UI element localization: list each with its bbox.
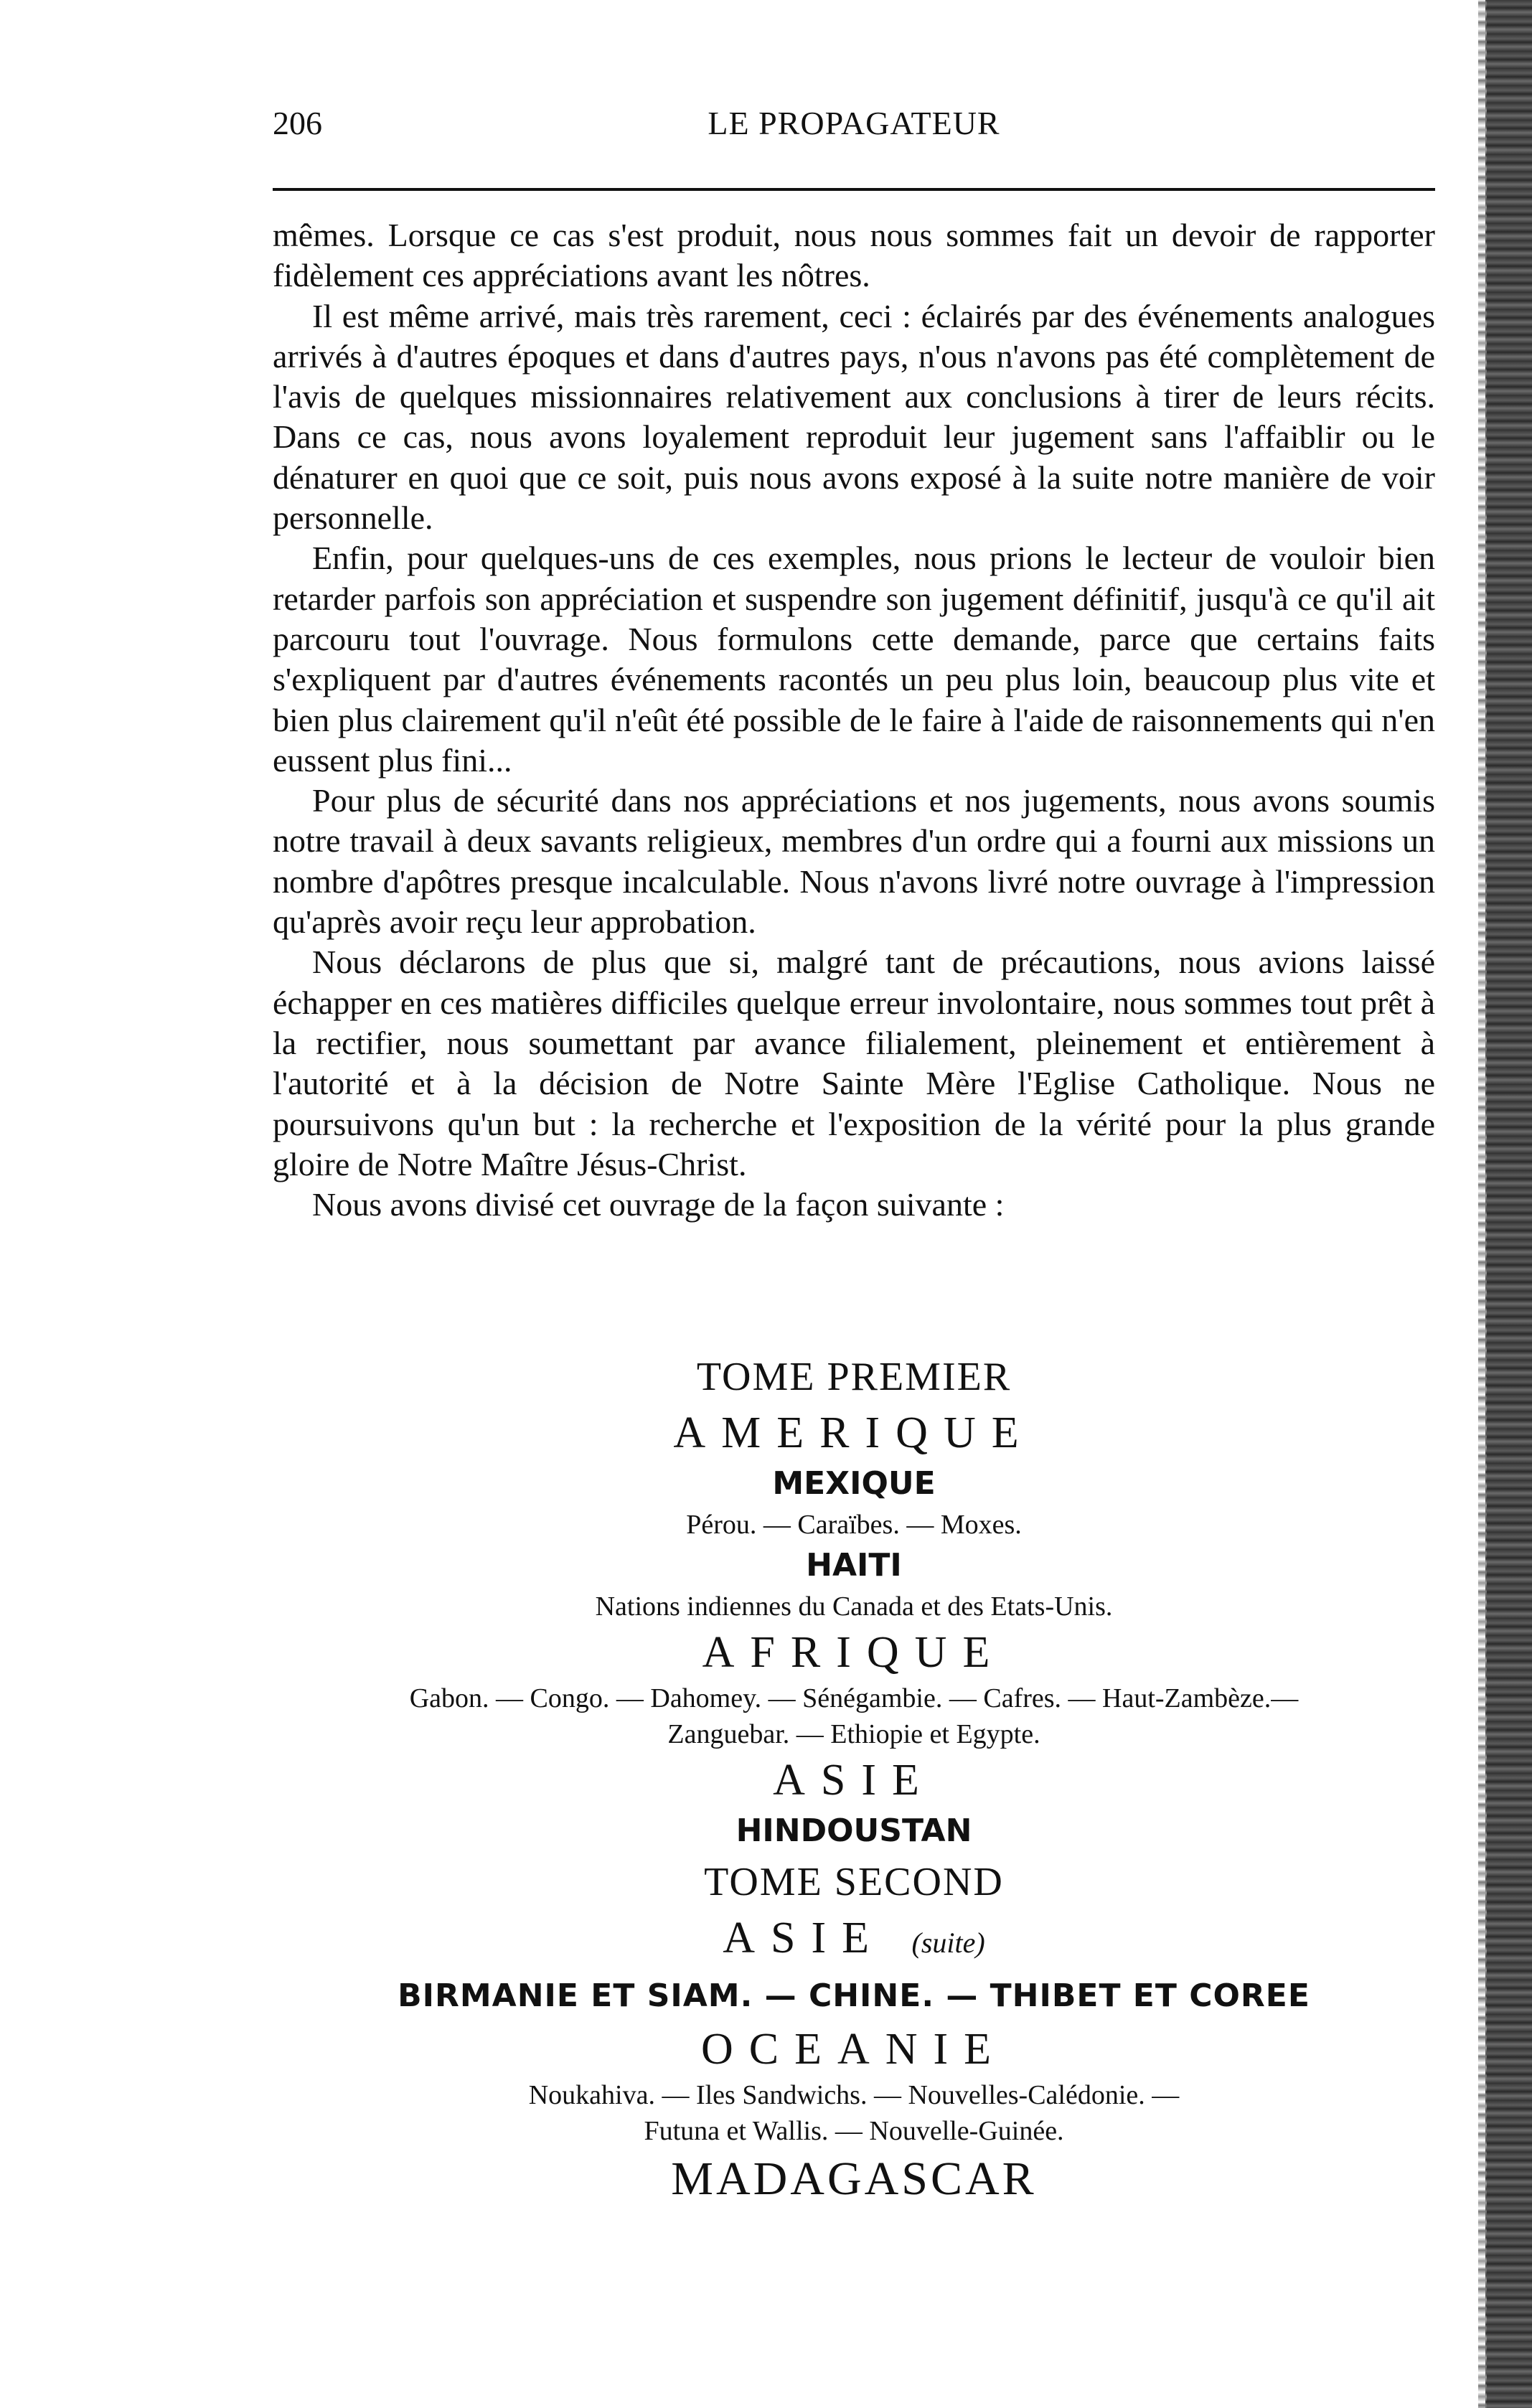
paragraph: mêmes. Lorsque ce cas s'est produit, nous nous sommes fait un devoir de rapporter fidèlement ces appréciations avant les nôtres. bbox=[273, 217, 1435, 294]
body-text bbox=[273, 215, 1435, 1225]
section-subtitle: Pérou. — Caraïbes. — Moxes. bbox=[686, 1510, 1022, 1540]
section-heading: MEXIQUE bbox=[772, 1465, 936, 1502]
suite-note: (suite) bbox=[911, 1927, 985, 1959]
section-heading: HAITI bbox=[806, 1547, 902, 1584]
page-number: 206 bbox=[273, 105, 322, 141]
paragraph: Nous avons divisé cet ouvrage de la façon suivante : bbox=[312, 1186, 1005, 1223]
paragraph: Nous déclarons de plus que si, malgré tant de précautions, nous avions laissé échapper en ces matières difficiles quelque erreur involontaire, nous sommes tout prêt à la rectifier, nous soumettant par avance filialement, pleinement et entièrement à l'autorité et à la décision de Notre Sainte Mère l'Eglise Catholique. Nous ne poursuivons qu'un but : la recherche et l'exposition de la vérité pour la plus grande gloire de Notre Maître Jésus-Christ. bbox=[273, 944, 1435, 1182]
paragraph: Il est même arrivé, mais très rarement, ceci : éclairés par des événements analogues arrivés à d'autres époques et dans d'autres pays, n'ous n'avons pas été complètement de l'avis de quelques missionnaires relativement aux conclusions à tirer de leurs récits. Dans ce cas, nous avons loyalement reproduit leur jugement sans l'affaiblir ou le dénaturer en quoi que ce soit, puis nous avons exposé à la suite notre manière de voir personnelle. bbox=[273, 297, 1435, 537]
continent-heading bbox=[258, 1910, 1449, 1971]
continent-heading: OCEANIE bbox=[700, 2025, 1007, 2074]
section-heading: HINDOUSTAN bbox=[736, 1812, 972, 1849]
table-of-contents bbox=[258, 1349, 1449, 2209]
section-subtitle: Nations indiennes du Canada et des Etats-Unis. bbox=[595, 1591, 1113, 1622]
section-subtitle: Zanguebar. — Ethiopie et Egypte. bbox=[667, 1719, 1040, 1749]
continent-heading: AMERIQUE bbox=[673, 1408, 1035, 1457]
section-heading: BIRMANIE ET SIAM. — CHINE. — THIBET ET COREE bbox=[398, 1977, 1310, 2014]
header-rule bbox=[273, 188, 1435, 191]
continent-heading: ASIE bbox=[773, 1756, 935, 1805]
continent-name: ASIE bbox=[723, 1914, 885, 1962]
page-header bbox=[273, 104, 1435, 154]
tome-heading: TOME SECOND bbox=[704, 1860, 1004, 1904]
section-subtitle: Futuna et Wallis. — Nouvelle-Guinée. bbox=[644, 2116, 1064, 2146]
continent-heading: AFRIQUE bbox=[702, 1628, 1006, 1677]
paragraph: Enfin, pour quelques-uns de ces exemples, nous prions le lecteur de vouloir bien retarder parfois son appréciation et suspendre son jugement définitif, jusqu'à ce qu'il ait parcouru tout l'ouvrage. Nous formulons cette demande, parce que certains faits s'expliquent par d'autres événements racontés un peu plus loin, beaucoup plus vite et bien plus clairement qu'il n'eût été possible de le faire à l'aide de raisonnements qui n'en eussent plus fini... bbox=[273, 540, 1435, 779]
paragraph: Pour plus de sécurité dans nos appréciations et nos jugements, nous avons soumis notre travail à deux savants religieux, membres d'un ordre qui a fourni aux missions un nombre d'apôtres presque incalculable. Nous n'avons livré notre ouvrage à l'impression qu'après avoir reçu leur approbation. bbox=[273, 782, 1435, 941]
tome-heading: TOME PREMIER bbox=[696, 1355, 1012, 1399]
section-subtitle: Noukahiva. — Iles Sandwichs. — Nouvelles-Calédonie. — bbox=[528, 2080, 1180, 2110]
page-edge-shadow bbox=[1485, 0, 1532, 2408]
section-subtitle: Gabon. — Congo. — Dahomey. — Sénégambie. — Cafres. — Haut-Zambèze.— bbox=[409, 1683, 1299, 1713]
section-heading: MADAGASCAR bbox=[671, 2153, 1037, 2205]
running-title: LE PROPAGATEUR bbox=[708, 105, 1000, 141]
